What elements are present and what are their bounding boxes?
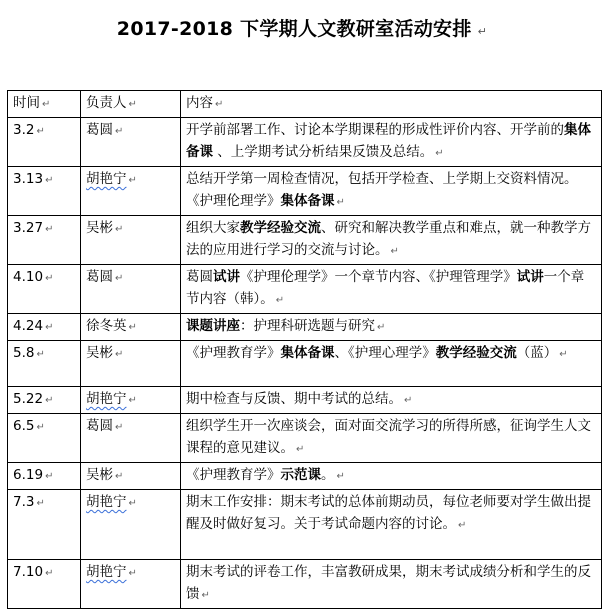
cell-owner: 葛圆 ↵ — [81, 118, 181, 167]
cell-content: 开学前部署工作、讨论本学期课程的形成性评价内容、开学前的集体备课 、上学期考试分析结果反馈及总结。 ↵ — [181, 118, 602, 167]
cell-owner: 葛圆 ↵ — [81, 265, 181, 314]
cell-time: 6.5 ↵ — [8, 414, 81, 463]
table-header-row — [8, 91, 602, 118]
cell-owner: 葛圆 ↵ — [81, 414, 181, 463]
cell-owner: 吴彬 ↵ — [81, 216, 181, 265]
cell-owner: 胡艳宁 ↵ — [81, 490, 181, 560]
cell-content: 课题讲座：护理科研选题与研究 ↵ — [181, 314, 602, 341]
cell-content: 总结开学第一周检查情况，包括开学检查、上学期上交资料情况。《护理伦理学》集体备课 ↵ — [181, 167, 602, 216]
cell-owner: 胡艳宁 ↵ — [81, 387, 181, 414]
cell-owner: 胡艳宁 ↵ — [81, 167, 181, 216]
table-row — [8, 414, 602, 463]
table-row — [8, 463, 602, 490]
cell-content: 组织大家教学经验交流、研究和解决教学重点和难点，就一种教学方法的应用进行学习的交流与讨论。 ↵ — [181, 216, 602, 265]
paragraph-mark-icon: ↵ — [477, 25, 488, 38]
cell-time: 4.10 ↵ — [8, 265, 81, 314]
cell-time: 4.24 ↵ — [8, 314, 81, 341]
cell-time: 5.22 ↵ — [8, 387, 81, 414]
cell-content: 《护理教育学》示范课。 ↵ — [181, 463, 602, 490]
cell-time: 3.2 ↵ — [8, 118, 81, 167]
schedule-table — [7, 90, 602, 609]
cell-owner: 吴彬 ↵ — [81, 341, 181, 387]
header-time: 时间 ↵ — [8, 91, 81, 118]
table-row — [8, 216, 602, 265]
cell-owner: 胡艳宁 ↵ — [81, 560, 181, 609]
table-row — [8, 387, 602, 414]
table-row — [8, 490, 602, 560]
table-row — [8, 314, 602, 341]
schedule-rows — [8, 118, 602, 609]
cell-time: 7.10 ↵ — [8, 560, 81, 609]
table-row — [8, 341, 602, 387]
table-row — [8, 265, 602, 314]
cell-time: 6.19 ↵ — [8, 463, 81, 490]
table-row — [8, 118, 602, 167]
header-owner: 负责人 ↵ — [81, 91, 181, 118]
table-row — [8, 167, 602, 216]
cell-owner: 吴彬 ↵ — [81, 463, 181, 490]
cell-content: 期末工作安排：期末考试的总体前期动员，每位老师要对学生做出提醒及时做好复习。关于考试命题内容的讨论。 ↵ — [181, 490, 602, 560]
cell-time: 7.3 ↵ — [8, 490, 81, 560]
cell-content: 期中检查与反馈、期中考试的总结。 ↵ — [181, 387, 602, 414]
cell-content: 葛圆试讲《护理伦理学》一个章节内容、《护理管理学》试讲一个章节内容（韩）。 ↵ — [181, 265, 602, 314]
cell-time: 5.8 ↵ — [8, 341, 81, 387]
cell-time: 3.13 ↵ — [8, 167, 81, 216]
cell-time: 3.27 ↵ — [8, 216, 81, 265]
table-row — [8, 560, 602, 609]
cell-content: 期末考试的评卷工作，丰富教研成果，期末考试成绩分析和学生的反馈 ↵ — [181, 560, 602, 609]
cell-content: 组织学生开一次座谈会，面对面交流学习的所得所感，征询学生人文课程的意见建议。 ↵ — [181, 414, 602, 463]
header-content: 内容 ↵ — [181, 91, 602, 118]
cell-content: 《护理教育学》集体备课、《护理心理学》教学经验交流（蓝） ↵ — [181, 341, 602, 387]
cell-owner: 徐冬英 ↵ — [81, 314, 181, 341]
page-title: 2017-2018 下学期人文教研室活动安排 ↵ — [116, 18, 488, 40]
